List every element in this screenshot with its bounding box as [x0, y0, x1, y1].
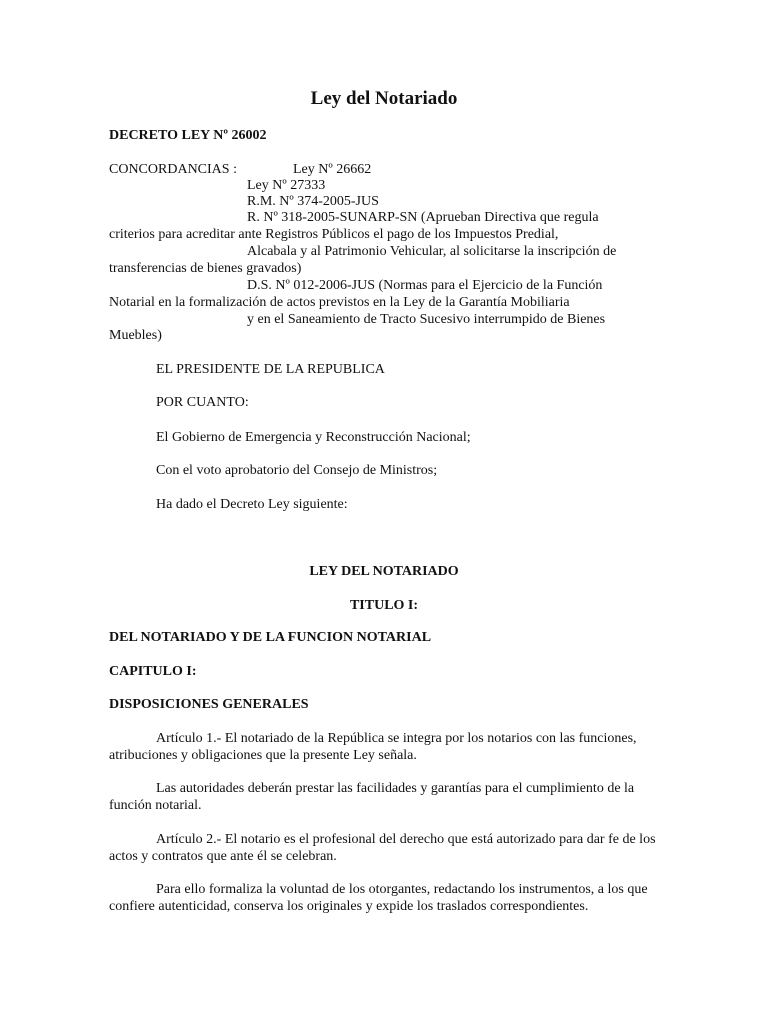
concordancia-item: Ley Nº 26662 [293, 162, 372, 177]
concordancia-item: R.M. Nº 374-2005-JUS [247, 194, 379, 209]
heading-del-notariado: DEL NOTARIADO Y DE LA FUNCION NOTARIAL [109, 630, 432, 645]
paragraph-para-ello: Para ello formaliza la voluntad de los otorgantes, redactando los instrumentos, a los que confiere autenticidad, conserva los originales y expide los traslados correspondientes. [109, 882, 648, 914]
concordancia-item: R. Nº 318-2005-SUNARP-SN (Aprueban Directiva que regula [247, 210, 599, 225]
concordancia-item: y en el Saneamiento de Tracto Sucesivo interrumpido de Bienes [247, 312, 606, 327]
ha-dado-line: Ha dado el Decreto Ley siguiente: [156, 497, 348, 512]
paragraph-art1: Artículo 1.- El notariado de la República se integra por los notarios con las funciones, atribuciones y obligaciones que la presente Ley señala. [109, 731, 637, 763]
heading-disposiciones: DISPOSICIONES GENERALES [109, 697, 309, 712]
president-line: EL PRESIDENTE DE LA REPUBLICA [156, 362, 385, 377]
document-title: Ley del Notariado [310, 88, 458, 109]
por-cuanto: POR CUANTO: [156, 395, 249, 410]
paragraph-art2: Artículo 2.- El notario es el profesional del derecho que está autorizado para dar fe de los actos y contratos que ante él se celebran. [109, 832, 656, 864]
concordancias-label: CONCORDANCIAS : [109, 162, 237, 177]
concordancia-item: Notarial en la formalización de actos previstos en la Ley de la Garantía Mobiliaria [109, 295, 570, 310]
concordancia-item: Ley Nº 27333 [247, 178, 326, 193]
decree-number: DECRETO LEY Nº 26002 [109, 128, 267, 143]
heading-ley: LEY DEL NOTARIADO [309, 564, 459, 579]
concordancia-item: criterios para acreditar ante Registros Públicos el pago de los Impuestos Predial, [109, 227, 559, 242]
paragraph-autoridades: Las autoridades deberán prestar las facilidades y garantías para el cumplimiento de la función notarial. [109, 781, 635, 813]
concordancia-item: Muebles) [109, 328, 162, 343]
heading-capitulo: CAPITULO I: [109, 664, 197, 679]
gobierno-line: El Gobierno de Emergencia y Reconstrucción Nacional; [156, 430, 471, 445]
concordancia-item: D.S. Nº 012-2006-JUS (Normas para el Ejercicio de la Función [247, 278, 603, 293]
concordancia-item: Alcabala y al Patrimonio Vehicular, al solicitarse la inscripción de [247, 244, 617, 259]
voto-line: Con el voto aprobatorio del Consejo de Ministros; [156, 463, 438, 478]
concordancia-item: transferencias de bienes gravados) [109, 261, 302, 276]
heading-titulo: TITULO I: [349, 598, 419, 613]
